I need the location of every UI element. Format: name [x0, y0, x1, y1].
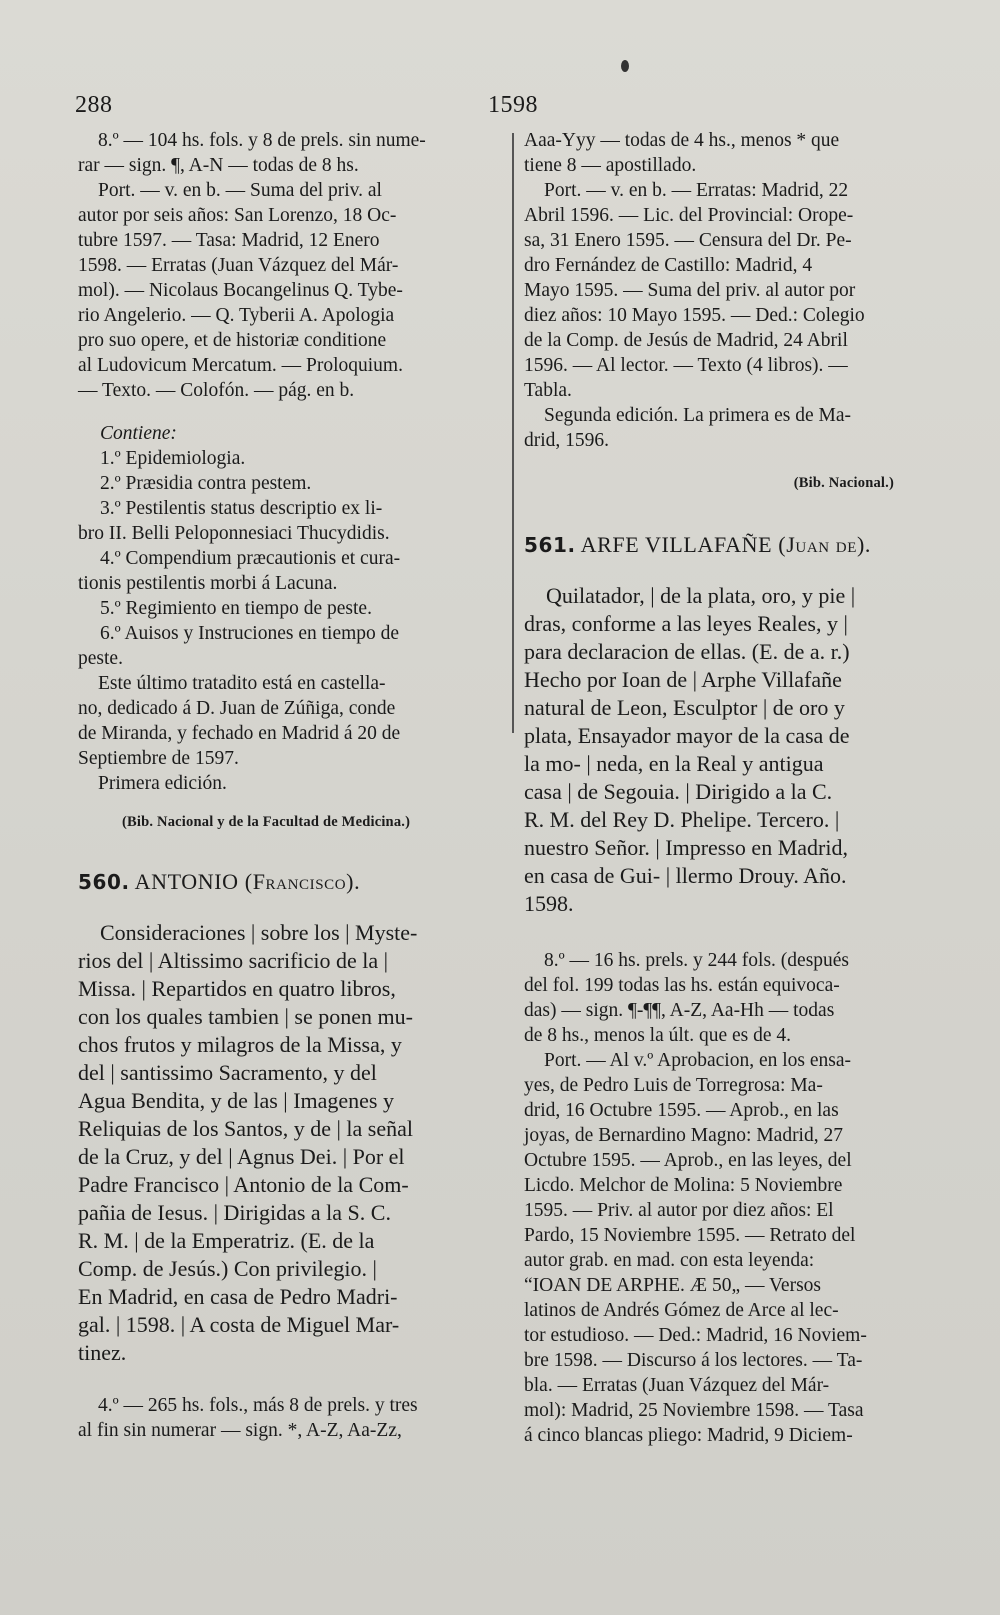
text-line: mol): Madrid, 25 Noviembre 1598. — Tasa — [524, 1400, 864, 1421]
text-line: mol). — Nicolaus Bocangelinus Q. Tybe- — [78, 280, 403, 301]
entry-560-port — [524, 178, 944, 403]
entry-561-format — [524, 948, 944, 1048]
text-line: bla. — Erratas (Juan Vázquez del Már- — [524, 1375, 830, 1396]
column-divider — [512, 133, 514, 733]
title-line: casa | de Segouia. | Dirigido a la C. — [524, 779, 833, 804]
title-line: Quilatador, | de la plata, oro, y pie | — [546, 583, 856, 608]
page-number: 288 — [75, 92, 113, 118]
left-column — [78, 128, 498, 1443]
title-line: Comp. de Jesús.) Con privilegio. | — [78, 1256, 377, 1281]
library-source: (Bib. Nacional y de la Facultad de Medicina.) — [122, 814, 411, 830]
text-line: rio Angelerio. — Q. Tyberii A. Apologia — [78, 305, 395, 326]
text-line: 1598. — Erratas (Juan Vázquez del Már- — [78, 255, 399, 276]
library-source: (Bib. Nacional.) — [793, 475, 894, 491]
entry-author: ARFE VILLAFAÑE — [580, 532, 773, 557]
text-line: al fin sin numerar — sign. *, A-Z, Aa-Zz, — [78, 1420, 402, 1441]
text-line: “IOAN DE ARPHE. Æ 50„ — Versos — [524, 1275, 822, 1296]
text-line: de 8 hs., menos la últ. que es de 4. — [524, 1025, 791, 1046]
text-line: 8.º — 16 hs. prels. y 244 fols. (después — [544, 950, 850, 971]
title-line: R. M. | de la Emperatriz. (E. de la — [78, 1228, 375, 1253]
entry-559-format — [78, 128, 498, 178]
text-line: tor estudioso. — Ded.: Madrid, 16 Noviem- — [524, 1325, 867, 1346]
text-line: yes, de Pedro Luis de Torregrosa: Ma- — [524, 1075, 823, 1096]
text-line: Septiembre de 1597. — [78, 748, 239, 769]
entry-author-given: (Juan de). — [778, 532, 872, 557]
text-line: á cinco blancas pliego: Madrid, 9 Diciem- — [524, 1425, 853, 1446]
entry-author-given: (Francisco). — [244, 869, 361, 894]
entry-559-port — [78, 178, 498, 403]
title-line: la mo- | neda, en la Real y antigua — [524, 751, 824, 776]
title-line: dras, conforme a las leyes Reales, y | — [524, 611, 848, 636]
title-line: Consideraciones | sobre los | Myste- — [100, 920, 418, 945]
title-line: 1598. — [524, 891, 574, 916]
entry-560-format — [78, 1393, 498, 1443]
title-line: chos frutos y milagros de la Missa, y — [78, 1032, 402, 1057]
title-line: tinez. — [78, 1340, 127, 1365]
text-line: drid, 16 Octubre 1595. — Aprob., en las — [524, 1100, 839, 1121]
text-line: Segunda edición. La primera es de Ma- — [544, 405, 852, 426]
contents-item: tionis pestilentis morbi á Lacuna. — [78, 573, 338, 594]
contents-item: 5.º Regimiento en tiempo de peste. — [100, 598, 372, 619]
text-line: 1595. — Priv. al autor por diez años: El — [524, 1200, 834, 1221]
text-line: de Miranda, y fechado en Madrid á 20 de — [78, 723, 401, 744]
entry-561-heading — [524, 532, 944, 558]
title-line: plata, Ensayador mayor de la casa de — [524, 723, 850, 748]
title-line: Reliquias de los Santos, y de | la señal — [78, 1116, 413, 1141]
title-line: R. M. del Rey D. Phelipe. Tercero. | — [524, 807, 840, 832]
title-line: gal. | 1598. | A costa de Miguel Mar- — [78, 1312, 400, 1337]
title-line: nuestro Señor. | Impresso en Madrid, — [524, 835, 848, 860]
title-line: con los quales tambien | se ponen mu- — [78, 1004, 413, 1029]
text-line: — Texto. — Colofón. — pág. en b. — [78, 380, 355, 401]
contents-item: 2.º Præsidia contra pestem. — [100, 473, 312, 494]
text-line: Port. — Al v.º Aprobacion, en los ensa- — [544, 1050, 851, 1071]
contents-item: peste. — [78, 648, 123, 669]
text-line: latinos de Andrés Gómez de Arce al lec- — [524, 1300, 839, 1321]
text-line: 4.º — 265 hs. fols., más 8 de prels. y tres — [98, 1395, 418, 1416]
text-line: Port. — v. en b. — Erratas: Madrid, 22 — [544, 180, 849, 201]
text-line: dro Fernández de Castillo: Madrid, 4 — [524, 255, 813, 276]
entry-561-port — [524, 1048, 944, 1448]
entry-559-note — [78, 671, 498, 771]
text-line: de la Comp. de Jesús de Madrid, 24 Abril — [524, 330, 848, 351]
ornament-dot — [621, 60, 629, 72]
text-line: pro suo opere, et de historiæ conditione — [78, 330, 387, 351]
text-line: al Ludovicum Mercatum. — Proloquium. — [78, 355, 403, 376]
text-line: Octubre 1595. — Aprob., en las leyes, del — [524, 1150, 852, 1171]
title-line: natural de Leon, Esculptor | de oro y — [524, 695, 845, 720]
entry-560-title — [78, 919, 498, 1367]
contents-item: 4.º Compendium præcautionis et cura- — [100, 548, 401, 569]
title-line: Agua Bendita, y de las | Imagenes y — [78, 1088, 394, 1113]
contents-item: 6.º Auisos y Instruciones en tiempo de — [100, 623, 400, 644]
text-line: Abril 1596. — Lic. del Provincial: Orope- — [524, 205, 854, 226]
edition-note: Primera edición. — [98, 773, 227, 794]
text-line: no, dedicado á D. Juan de Zúñiga, conde — [78, 698, 396, 719]
contents-list — [78, 446, 498, 671]
title-line: de la Cruz, y del | Agnus Dei. | Por el — [78, 1144, 405, 1169]
text-line: 1596. — Al lector. — Texto (4 libros). — — [524, 355, 848, 376]
text-line: 8.º — 104 hs. fols. y 8 de prels. sin nume- — [98, 130, 426, 151]
text-line: autor grab. en mad. con esta leyenda: — [524, 1250, 815, 1271]
entry-561-title — [524, 582, 944, 918]
text-line: Aaa-Yyy — todas de 4 hs., menos * que — [524, 130, 840, 151]
running-head-year: 1598 — [488, 92, 538, 118]
text-line: del fol. 199 todas las hs. están equivoca- — [524, 975, 840, 996]
text-line: drid, 1596. — [524, 430, 610, 451]
title-line: para declaracion de ellas. (E. de a. r.) — [524, 639, 850, 664]
entry-number: 560. — [78, 870, 130, 894]
contents-item: bro II. Belli Peloponnesiaci Thucydidis. — [78, 523, 390, 544]
contents-item: 3.º Pestilentis status descriptio ex li- — [100, 498, 383, 519]
text-line: Mayo 1595. — Suma del priv. al autor por — [524, 280, 856, 301]
text-line: Licdo. Melchor de Molina: 5 Noviembre — [524, 1175, 843, 1196]
title-line: Padre Francisco | Antonio de la Com- — [78, 1172, 409, 1197]
text-line: bre 1598. — Discurso á los lectores. — Ta- — [524, 1350, 863, 1371]
title-line: rios del | Altissimo sacrificio de la | — [78, 948, 389, 973]
text-line: autor por seis años: San Lorenzo, 18 Oc- — [78, 205, 397, 226]
entry-560-edition — [524, 403, 944, 453]
text-line: Port. — v. en b. — Suma del priv. al — [98, 180, 382, 201]
entry-560-format-continued — [524, 128, 944, 178]
text-line: diez años: 10 Mayo 1595. — Ded.: Colegio — [524, 305, 865, 326]
text-line: joyas, de Bernardino Magno: Madrid, 27 — [524, 1125, 843, 1146]
title-line: del | santissimo Sacramento, y del — [78, 1060, 377, 1085]
text-line: Tabla. — [524, 380, 572, 401]
title-line: Hecho por Ioan de | Arphe Villafañe — [524, 667, 842, 692]
text-line: Pardo, 15 Noviembre 1595. — Retrato del — [524, 1225, 856, 1246]
contents-item: 1.º Epidemiologia. — [100, 448, 246, 469]
text-line: tubre 1597. — Tasa: Madrid, 12 Enero — [78, 230, 380, 251]
title-line: Missa. | Repartidos en quatro libros, — [78, 976, 396, 1001]
text-line: Este último tratadito está en castella- — [98, 673, 386, 694]
title-line: pañia de Iesus. | Dirigidas a la S. C. — [78, 1200, 391, 1225]
contents-heading: Contiene: — [100, 423, 177, 444]
entry-560-heading — [78, 869, 498, 895]
text-line: tiene 8 — apostillado. — [524, 155, 697, 176]
right-column — [524, 128, 944, 1448]
entry-author: ANTONIO — [134, 869, 239, 894]
title-line: En Madrid, en casa de Pedro Madri- — [78, 1284, 398, 1309]
entry-number: 561. — [524, 533, 576, 557]
text-line: das) — sign. ¶-¶¶, A-Z, Aa-Hh — todas — [524, 1000, 835, 1021]
title-line: en casa de Gui- | llermo Drouy. Año. — [524, 863, 847, 888]
text-line: rar — sign. ¶, A-N — todas de 8 hs. — [78, 155, 359, 176]
text-line: sa, 31 Enero 1595. — Censura del Dr. Pe- — [524, 230, 852, 251]
